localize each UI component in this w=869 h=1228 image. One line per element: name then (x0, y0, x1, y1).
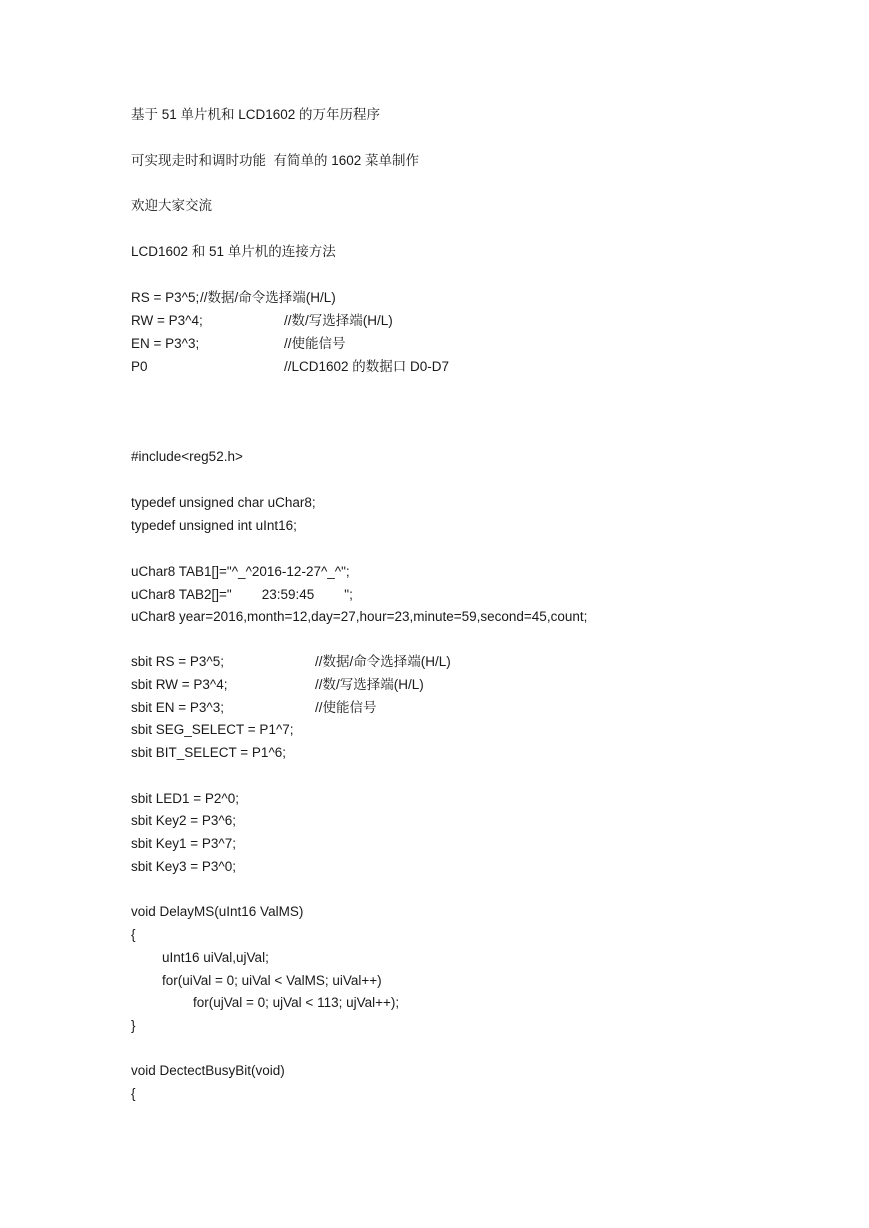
code-sbit-rw-comment: //数/写选择端(H/L) (315, 677, 424, 692)
pin-rs-comment: //数据/命令选择端(H/L) (200, 290, 336, 305)
doc-features: 可实现走时和调时功能 有简单的 1602 菜单制作 (131, 153, 420, 168)
code-brace-close: } (131, 1018, 136, 1033)
code-sbit-rs: sbit RS = P3^5; (131, 654, 225, 669)
code-typedef-uint: typedef unsigned int uInt16; (131, 518, 297, 533)
code-tab1: uChar8 TAB1[]="^_^2016-12-27^_^"; (131, 564, 350, 579)
code-brace-open-2: { (131, 1086, 136, 1101)
code-sbit-key1: sbit Key1 = P3^7; (131, 836, 237, 851)
pin-rw-code: RW = P3^4; (131, 313, 203, 328)
pin-p0-comment: //LCD1602 的数据口 D0-D7 (284, 359, 450, 374)
code-include: #include<reg52.h> (131, 449, 243, 464)
code-sbit-rs-comment: //数据/命令选择端(H/L) (315, 654, 451, 669)
pin-rw-comment: //数/写选择端(H/L) (284, 313, 393, 328)
code-sbit-seg: sbit SEG_SELECT = P1^7; (131, 722, 294, 737)
code-delay-for-inner: for(ujVal = 0; ujVal < 113; ujVal++); (193, 995, 400, 1010)
pin-en-code: EN = P3^3; (131, 336, 200, 351)
code-tab2: uChar8 TAB2[]=" 23:59:45 "; (131, 587, 353, 602)
doc-title: 基于 51 单片机和 LCD1602 的万年历程序 (131, 107, 381, 122)
code-sbit-en-comment: //使能信号 (315, 700, 377, 715)
code-sbit-key3: sbit Key3 = P3^0; (131, 859, 237, 874)
code-sbit-led1: sbit LED1 = P2^0; (131, 791, 240, 806)
code-delay-decl: uInt16 uiVal,ujVal; (162, 950, 269, 965)
code-sbit-en: sbit EN = P3^3; (131, 700, 225, 715)
code-brace-open: { (131, 927, 136, 942)
pin-rs-code: RS = P3^5; (131, 290, 203, 305)
pin-p0-code: P0 (131, 359, 148, 374)
connect-heading: LCD1602 和 51 单片机的连接方法 (131, 244, 336, 259)
code-sbit-key2: sbit Key2 = P3^6; (131, 813, 237, 828)
code-sbit-rw: sbit RW = P3^4; (131, 677, 228, 692)
code-busy-signature: void DectectBusyBit(void) (131, 1063, 285, 1078)
code-vars: uChar8 year=2016,month=12,day=27,hour=23,minute=59,second=45,count; (131, 609, 588, 624)
doc-welcome: 欢迎大家交流 (131, 198, 212, 213)
code-typedef-uchar: typedef unsigned char uChar8; (131, 495, 316, 510)
pin-en-comment: //使能信号 (284, 336, 346, 351)
code-delay-for-outer: for(uiVal = 0; uiVal < ValMS; uiVal++) (162, 973, 382, 988)
code-sbit-bit: sbit BIT_SELECT = P1^6; (131, 745, 287, 760)
code-delay-signature: void DelayMS(uInt16 ValMS) (131, 904, 304, 919)
